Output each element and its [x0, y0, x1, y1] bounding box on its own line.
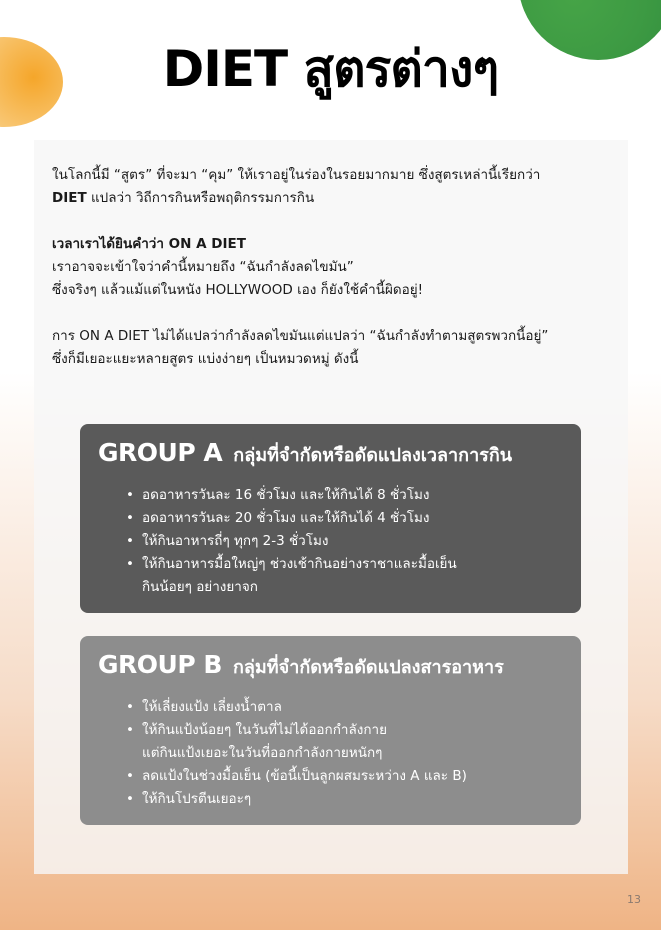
group-a-list	[126, 484, 457, 599]
intro-p2-line1: เราอาจจะเข้าใจว่าคำนี้หมายถึง “ฉันกำลังลดไขมัน”	[52, 259, 354, 275]
intro-p1-line2-rest: แปลว่า วิถีการกินหรือพฤติกรรมการกิน	[86, 190, 315, 206]
diet-bold: DIET	[52, 190, 87, 206]
group-a-card	[80, 424, 581, 613]
intro-paragraph-1	[52, 164, 612, 210]
group-b-name: GROUP B	[98, 650, 222, 679]
intro-p3-line2: ซึ่งก็มีเยอะแยะหลายสูตร แบ่งง่ายๆ เป็นหมวดหมู่ ดังนี้	[52, 351, 359, 367]
list-item-text: ให้กินแป้งน้อยๆ ในวันที่ไม่ได้ออกกำลังกาย	[142, 722, 387, 738]
intro-paragraph-3	[52, 325, 612, 371]
group-b-subtitle: กลุ่มที่จำกัดหรือดัดแปลงสารอาหาร	[233, 657, 504, 678]
list-item: • ให้เลี่ยงแป้ง เลี่ยงน้ำตาล	[126, 696, 467, 719]
list-item: • อดอาหารวันละ 20 ชั่วโมง และให้กินได้ 4 ชั่วโมง	[126, 507, 457, 530]
intro-p1-line1: ในโลกนี้มี “สูตร” ที่จะมา “คุม” ให้เราอยู่ในร่องในรอยมากมาย ซึ่งสูตรเหล่านี้เรียกว่า	[52, 167, 541, 183]
group-b-card	[80, 636, 581, 825]
intro-p1-line2	[52, 187, 612, 210]
list-item	[126, 553, 457, 599]
list-item-continuation: กินน้อยๆ อย่างยาจก	[142, 579, 258, 595]
list-item-text: ให้กินอาหารมื้อใหญ่ๆ ช่วงเช้ากินอย่างราชาและมื้อเย็น	[142, 556, 457, 572]
list-item: • ให้กินอาหารถี่ๆ ทุกๆ 2-3 ชั่วโมง	[126, 530, 457, 553]
intro-p3-line1: การ ON A DIET ไม่ได้แปลว่ากำลังลดไขมันแต่แปลว่า “ฉันกำลังทำตามสูตรพวกนี้อยู่”	[52, 328, 549, 344]
list-item: • ให้กินโปรตีนเยอะๆ	[126, 788, 467, 811]
group-b-header	[98, 650, 504, 681]
group-b-list	[126, 696, 467, 811]
list-item: • อดอาหารวันละ 16 ชั่วโมง และให้กินได้ 8 ชั่วโมง	[126, 484, 457, 507]
list-item-continuation: แต่กินแป้งเยอะในวันที่ออกกำลังกายหนักๆ	[142, 745, 383, 761]
page-title: DIET สูตรต่างๆ	[162, 40, 499, 98]
group-a-name: GROUP A	[98, 438, 223, 467]
list-item: • ลดแป้งในช่วงมื้อเย็น (ข้อนี้เป็นลูกผสมระหว่าง A และ B)	[126, 765, 467, 788]
intro-p2-heading: เวลาเราได้ยินคำว่า ON A DIET	[52, 236, 246, 252]
intro-paragraph-2	[52, 233, 612, 302]
intro-p2-line2: ซึ่งจริงๆ แล้วแม้แต่ในหนัง HOLLYWOOD เอง ก็ยังใช้คำนี้ผิดอยู่!	[52, 282, 424, 298]
group-a-header	[98, 438, 512, 469]
group-a-subtitle: กลุ่มที่จำกัดหรือดัดแปลงเวลาการกิน	[233, 445, 513, 466]
list-item	[126, 719, 467, 765]
page-number: 13	[627, 893, 641, 906]
intro-text	[52, 164, 612, 394]
